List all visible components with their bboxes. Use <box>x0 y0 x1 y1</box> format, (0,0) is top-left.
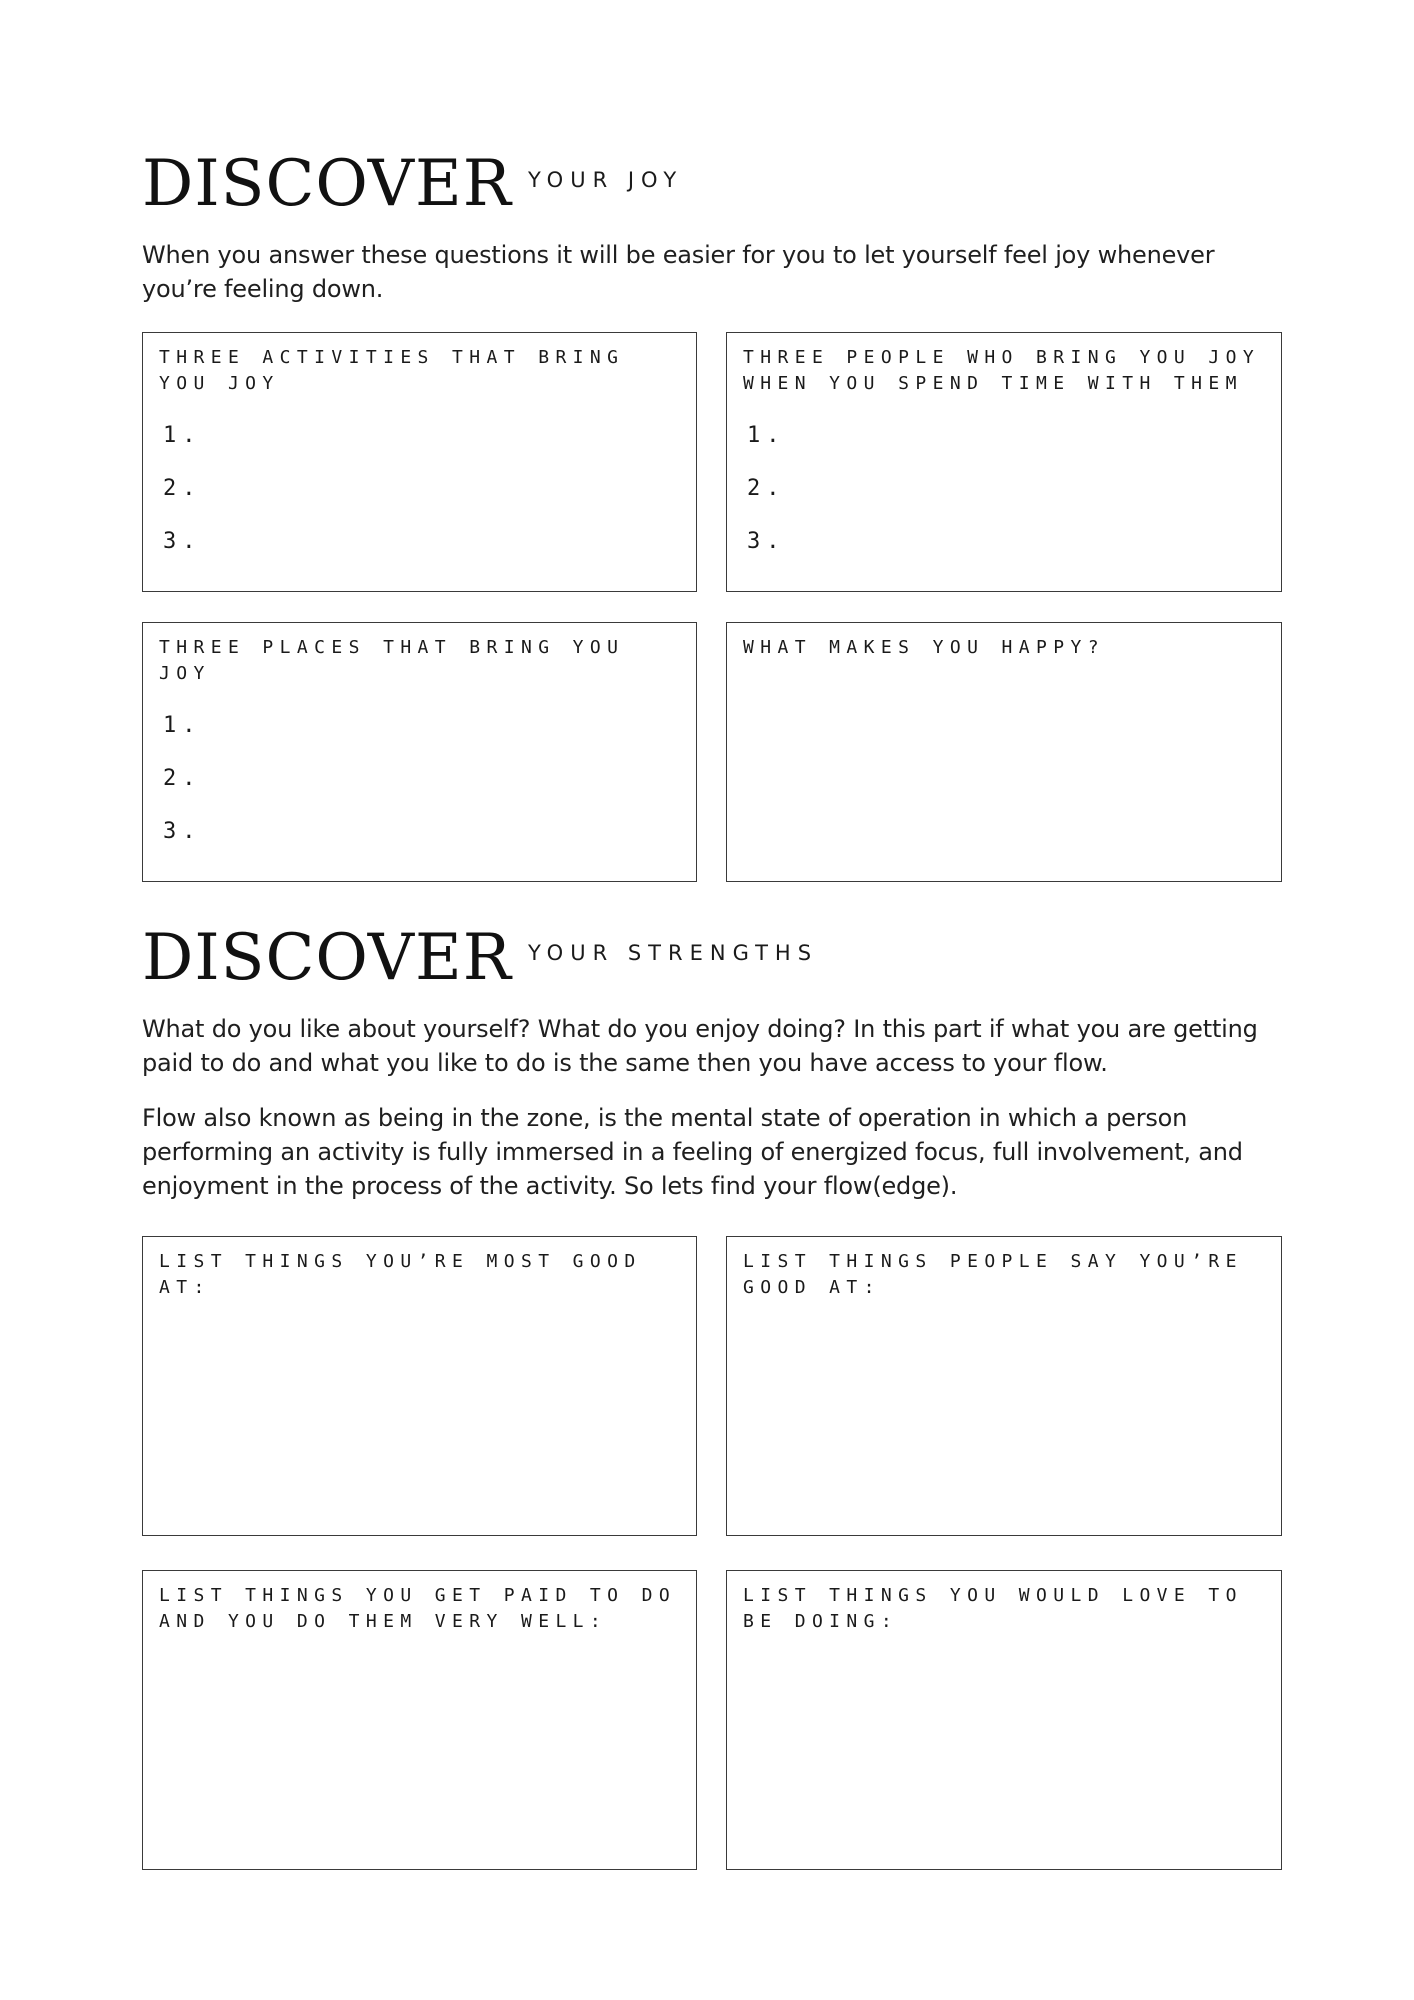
list-item: 2. <box>163 766 202 791</box>
strengths-people-say-box[interactable] <box>726 1236 1282 1536</box>
list-item: 3. <box>747 529 786 554</box>
joy-heading: DISCOVER <box>142 147 512 221</box>
list-item: 2. <box>747 476 786 501</box>
joy-places-box[interactable] <box>142 622 697 882</box>
joy-people-title: THREE PEOPLE WHO BRING YOU JOY WHEN YOU SPEND TIME WITH THEM <box>743 347 1261 394</box>
strengths-people-say-title: LIST THINGS PEOPLE SAY YOU’RE GOOD AT: <box>743 1251 1243 1298</box>
strengths-love-box[interactable] <box>726 1570 1282 1870</box>
strengths-intro-1: What do you like about yourself? What do you enjoy doing? In this part if what you are getting paid to do and what you like to do is the same then you have access to your flow. <box>142 1015 1258 1077</box>
joy-happy-title: WHAT MAKES YOU HAPPY? <box>743 637 1105 658</box>
list-item: 3. <box>163 819 202 844</box>
strengths-paid-box[interactable] <box>142 1570 697 1870</box>
list-item: 3. <box>163 529 202 554</box>
joy-happy-box[interactable] <box>726 622 1282 882</box>
joy-activities-title: THREE ACTIVITIES THAT BRING YOU JOY <box>159 347 625 394</box>
strengths-subheading: YOUR STRENGTHS <box>528 941 819 965</box>
list-item: 1. <box>163 713 202 738</box>
joy-subheading: YOUR JOY <box>528 168 684 192</box>
joy-intro: When you answer these questions it will be easier for you to let yourself feel joy whenever you’re feeling down. <box>142 241 1215 303</box>
list-item: 1. <box>747 423 786 448</box>
strengths-paid-title: LIST THINGS YOU GET PAID TO DO AND YOU DO THEM VERY WELL: <box>159 1585 677 1632</box>
strengths-good-at-title: LIST THINGS YOU’RE MOST GOOD AT: <box>159 1251 642 1298</box>
strengths-good-at-box[interactable] <box>142 1236 697 1536</box>
joy-places-title: THREE PLACES THAT BRING YOU JOY <box>159 637 625 684</box>
strengths-intro-2: Flow also known as being in the zone, is the mental state of operation in which a person performing an activity is fully immersed in a feeling of energized focus, full involvement, and enjoyment in the process of the activity. So lets find your flow(edge). <box>142 1104 1243 1200</box>
strengths-heading: DISCOVER <box>142 921 512 995</box>
list-item: 2. <box>163 476 202 501</box>
strengths-love-title: LIST THINGS YOU WOULD LOVE TO BE DOING: <box>743 1585 1243 1632</box>
joy-people-box[interactable] <box>726 332 1282 592</box>
list-item: 1. <box>163 423 202 448</box>
joy-activities-box[interactable] <box>142 332 697 592</box>
